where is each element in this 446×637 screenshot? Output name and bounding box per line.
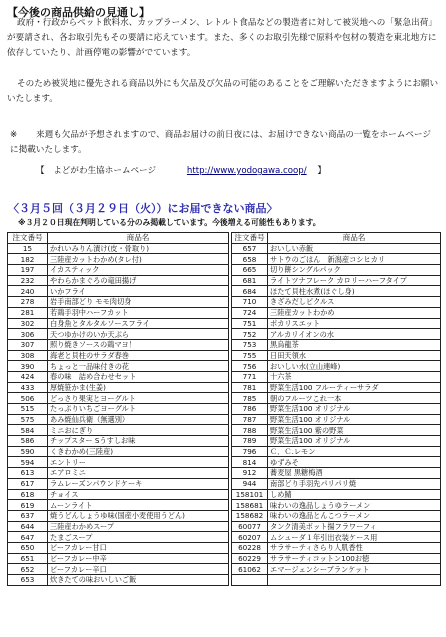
product-name-cell: 日田天領水	[268, 350, 441, 361]
right-product-table	[231, 232, 441, 586]
order-number-cell: 665	[232, 265, 268, 276]
order-number-cell: 60077	[232, 521, 268, 532]
left-product-table	[7, 232, 229, 586]
product-name-cell: 野菜生活100 紫の野菜	[268, 425, 441, 436]
order-number-cell: 158101	[232, 489, 268, 500]
product-name-cell: おいしい赤飯	[268, 243, 441, 254]
order-number-cell: 307	[8, 339, 48, 350]
product-name-cell: やわらかまぐろの竜田揚げ	[48, 275, 229, 286]
order-number-cell: 60207	[232, 532, 268, 543]
table-row	[8, 265, 229, 276]
table-row	[232, 446, 441, 457]
notice-mark: ※	[10, 130, 18, 140]
order-number-cell: 302	[8, 318, 48, 329]
table-row	[8, 254, 229, 265]
table-row	[232, 318, 441, 329]
order-number-cell: 158682	[232, 510, 268, 521]
order-number-cell: 637	[8, 510, 48, 521]
order-number-cell: 753	[232, 339, 268, 350]
table-row	[8, 382, 229, 393]
order-number-cell: 575	[8, 414, 48, 425]
table-row	[232, 414, 441, 425]
table-row	[8, 393, 229, 404]
product-name-cell: ライトツナフレーク カロリーハーフタイプ	[268, 275, 441, 286]
product-name-cell: どっさり果実とヨーグルト	[48, 393, 229, 404]
name-header: 商品名	[268, 233, 441, 244]
table-row	[232, 532, 441, 543]
product-name-cell: くきわかめ(三陸産)	[48, 446, 229, 457]
order-number-cell: 787	[232, 414, 268, 425]
product-name-cell: しめ鯖	[268, 489, 441, 500]
table-row	[8, 436, 229, 447]
order-number-cell: 619	[8, 500, 48, 511]
product-name-cell: ムーンライト	[48, 500, 229, 511]
table-row	[8, 414, 229, 425]
product-name-cell: 三陸産カットわかめ	[268, 307, 441, 318]
order-number-cell: 650	[8, 542, 48, 553]
table-row	[232, 457, 441, 468]
table-row	[8, 361, 229, 372]
product-name-cell: 白身魚とタルタルソースフライ	[48, 318, 229, 329]
order-number-cell: 651	[8, 553, 48, 564]
notice-block	[10, 128, 436, 158]
order-number-cell: 506	[8, 393, 48, 404]
order-number-cell: 613	[8, 468, 48, 479]
product-name-cell: エアロミニ	[48, 468, 229, 479]
table-row	[232, 489, 441, 500]
order-number-cell: 306	[8, 329, 48, 340]
product-name-cell: アルカリイオンの水	[268, 329, 441, 340]
product-name-cell: 焼うどんしょうゆ味(国産小麦使用うどん)	[48, 510, 229, 521]
order-number-cell: 755	[232, 350, 268, 361]
product-name-cell: かれいみりん漬け(皮・骨取り)	[48, 243, 229, 254]
order-number-cell: 240	[8, 286, 48, 297]
product-name-cell: チップスター Sうすしお味	[48, 436, 229, 447]
product-name-cell: 南部どり手羽先パリパリ焼	[268, 478, 441, 489]
table-row	[8, 404, 229, 415]
table-row	[8, 339, 229, 350]
order-number-cell: 60228	[232, 542, 268, 553]
order-number-cell: 710	[232, 297, 268, 308]
product-name-cell: 岩手南部どり モモ肉切身	[48, 297, 229, 308]
table-row	[8, 542, 229, 553]
order-number-cell: 912	[232, 468, 268, 479]
product-name-cell: 三陸産カットわかめ(タレ付)	[48, 254, 229, 265]
product-name-cell: ビーフカレー辛口	[48, 564, 229, 575]
table-row	[8, 425, 229, 436]
product-name-cell: 天つゆかけのいか天ぷら	[48, 329, 229, 340]
table-row	[232, 436, 441, 447]
table-row	[232, 265, 441, 276]
order-number-cell: 756	[232, 361, 268, 372]
product-name-cell: ほたて貝柱水煮(ほぐし身)	[268, 286, 441, 297]
product-name-cell: サラサーティコットン100お徳	[268, 553, 441, 564]
table-row	[8, 243, 229, 254]
name-header: 商品名	[48, 233, 229, 244]
order-number-cell: 789	[232, 436, 268, 447]
order-number-cell: 182	[8, 254, 48, 265]
product-name-cell: 春の味 詰め合わせセット	[48, 371, 229, 382]
product-name-cell: 野菜生活100 オリジナル	[268, 404, 441, 415]
table-row	[8, 307, 229, 318]
table-row	[8, 532, 229, 543]
order-number-cell: 60229	[232, 553, 268, 564]
order-number-cell: 647	[8, 532, 48, 543]
order-number-cell: 308	[8, 350, 48, 361]
table-row	[232, 521, 441, 532]
table-row	[232, 500, 441, 511]
product-name-cell: エマージェンシーブランケット	[268, 564, 441, 575]
order-number-cell	[232, 575, 268, 586]
product-name-cell: エントリー	[48, 457, 229, 468]
link-prefix: 【 よどがわ生協ホームページ	[36, 166, 157, 176]
table-row	[232, 382, 441, 393]
product-name-cell: 野菜生活100 オリジナル	[268, 414, 441, 425]
order-number-cell: 433	[8, 382, 48, 393]
table-row	[232, 404, 441, 415]
product-name-cell: 野菜生活100 フルーティーサラダ	[268, 382, 441, 393]
order-number-cell: 771	[232, 371, 268, 382]
product-name-cell: 野菜生活100 オリジナル	[268, 436, 441, 447]
order-number-cell: 278	[8, 297, 48, 308]
order-number-cell: 15	[8, 243, 48, 254]
table-row	[232, 564, 441, 575]
table-row	[8, 350, 229, 361]
table-row	[232, 254, 441, 265]
table-row	[8, 564, 229, 575]
order-number-cell: 796	[232, 446, 268, 457]
table-header-row	[232, 233, 441, 244]
product-name-cell: ラムレーズンパウンドケーキ	[48, 478, 229, 489]
sub-note: ※３月２０日現在判明している分のみ掲載しています。今後増える可能性もあります。	[18, 218, 321, 227]
product-name-cell: タンク清美ボット揚フラワーフィ	[268, 521, 441, 532]
order-number-cell: 590	[8, 446, 48, 457]
order-number-cell: 424	[8, 371, 48, 382]
table-row	[8, 318, 229, 329]
homepage-link[interactable]: http://www.yodogawa.coop/	[186, 166, 307, 176]
section-title: 〈３月５回（３月２９日（火））にお届できない商品〉	[8, 202, 278, 215]
order-number-cell: 752	[232, 329, 268, 340]
product-name-cell: 若鶏手羽中ハーフカット	[48, 307, 229, 318]
product-name-cell: 三陸産わかめスープ	[48, 521, 229, 532]
order-number-cell: 594	[8, 457, 48, 468]
product-name-cell: ちょっと一品味付きの花	[48, 361, 229, 372]
table-row	[8, 510, 229, 521]
product-name-cell: 照り焼きソースの鶏マヨ！	[48, 339, 229, 350]
product-name-cell: ゆずみそ	[268, 457, 441, 468]
table-row	[8, 468, 229, 479]
table-row	[232, 339, 441, 350]
order-number-cell: 618	[8, 489, 48, 500]
order-number-cell: 584	[8, 425, 48, 436]
order-number-cell: 724	[232, 307, 268, 318]
table-row	[232, 297, 441, 308]
product-name-cell: あみ焼仙兵衛（無選別）	[48, 414, 229, 425]
order-number-cell: 944	[232, 478, 268, 489]
product-name-cell: ビーフカレー甘口	[48, 542, 229, 553]
order-number-cell: 586	[8, 436, 48, 447]
table-row	[232, 468, 441, 479]
link-suffix: 】	[317, 166, 326, 176]
order-number-cell: 281	[8, 307, 48, 318]
table-row	[8, 521, 229, 532]
order-number-cell: 617	[8, 478, 48, 489]
table-row	[8, 500, 229, 511]
order-number-cell: 681	[232, 275, 268, 286]
order-number-cell: 814	[232, 457, 268, 468]
product-name-cell: いかフライ	[48, 286, 229, 297]
order-number-cell: 652	[8, 564, 48, 575]
order-number-cell: 197	[8, 265, 48, 276]
order-number-cell: 653	[8, 575, 48, 586]
code-header: 注文番号	[8, 233, 48, 244]
table-row	[232, 243, 441, 254]
table-row	[232, 329, 441, 340]
notice-text: 来週も欠品が予想されますので、商品お届けの前日夜には、お届けできない商品の一覧をホームページに掲載いたします。	[10, 130, 431, 155]
table-row	[232, 307, 441, 318]
order-number-cell: 788	[232, 425, 268, 436]
table-row	[232, 425, 441, 436]
product-name-cell: 切り餅シングルパック	[268, 265, 441, 276]
product-name-cell: ミニおにぎり	[48, 425, 229, 436]
table-row	[8, 575, 229, 586]
order-number-cell: 751	[232, 318, 268, 329]
table-row	[232, 350, 441, 361]
product-name-cell: サラサーティさらり人肌香性	[268, 542, 441, 553]
product-name-cell: たまごスープ	[48, 532, 229, 543]
product-name-cell: 海老と貝柱のサラダ春巻	[48, 350, 229, 361]
order-number-cell: 390	[8, 361, 48, 372]
order-number-cell: 658	[232, 254, 268, 265]
table-row	[8, 457, 229, 468]
order-number-cell: 684	[232, 286, 268, 297]
table-row	[8, 478, 229, 489]
table-row	[8, 275, 229, 286]
page-heading: 【今後の商品供給の見通し】	[7, 6, 150, 19]
table-row	[8, 297, 229, 308]
order-number-cell: 786	[232, 404, 268, 415]
table-header-row	[8, 233, 229, 244]
product-name-cell: ビーフカレー中辛	[48, 553, 229, 564]
product-name-cell	[268, 575, 441, 586]
table-row	[232, 575, 441, 586]
product-name-cell: 厚焼笹かま(生姜)	[48, 382, 229, 393]
product-name-cell: 炊きたての味おいしいご飯	[48, 575, 229, 586]
order-number-cell: 657	[232, 243, 268, 254]
table-row	[8, 371, 229, 382]
order-number-cell: 61062	[232, 564, 268, 575]
product-name-cell: サトウのごはん 新潟産コシヒカリ	[268, 254, 441, 265]
product-name-cell: きざみだしピクルス	[268, 297, 441, 308]
table-row	[232, 371, 441, 382]
apology-paragraph: そのため被災地に優先される商品以外にも欠品及び欠品の可能のあることをご理解いただきますようにお願いいたします。	[7, 79, 439, 104]
product-name-cell: Ｃ．Ｃ.レモン	[268, 446, 441, 457]
order-number-cell: 781	[232, 382, 268, 393]
table-row	[232, 478, 441, 489]
product-name-cell: 味わいの逸品しょうゆラーメン	[268, 500, 441, 511]
order-number-cell: 515	[8, 404, 48, 415]
table-row	[232, 542, 441, 553]
product-name-cell: チョイス	[48, 489, 229, 500]
product-name-cell: ムシューダ１年引出衣装ケース用	[268, 532, 441, 543]
table-row	[232, 393, 441, 404]
table-row	[232, 510, 441, 521]
product-name-cell: 十六茶	[268, 371, 441, 382]
intro-paragraph: 政府・行政からペット飲料水、カップラーメン、レトルト食品などの製造者に対して被災地への「緊急出荷」が要請され、各お取引先もその要請に応えています。また、多くのお取引先様で原料や包材の製造を東北地方に依存していたり、計画停電の影響がでています。	[7, 18, 437, 58]
table-row	[8, 489, 229, 500]
table-row	[232, 275, 441, 286]
product-name-cell: ポカリスエット	[268, 318, 441, 329]
code-header: 注文番号	[232, 233, 268, 244]
table-row	[8, 286, 229, 297]
table-row	[8, 553, 229, 564]
table-row	[8, 329, 229, 340]
product-name-cell: たっぷりいちごヨーグルト	[48, 404, 229, 415]
order-number-cell: 232	[8, 275, 48, 286]
table-row	[232, 553, 441, 564]
product-name-cell: 黒烏龍茶	[268, 339, 441, 350]
order-number-cell: 644	[8, 521, 48, 532]
table-row	[8, 446, 229, 457]
product-name-cell: 蕎麦屋 黒糖梅酒	[268, 468, 441, 479]
product-name-cell: 味わいの逸品とんこつラーメン	[268, 510, 441, 521]
product-name-cell: おいしい水(立山連峰)	[268, 361, 441, 372]
order-number-cell: 785	[232, 393, 268, 404]
order-number-cell: 158681	[232, 500, 268, 511]
product-name-cell: イカスティック	[48, 265, 229, 276]
table-row	[232, 361, 441, 372]
homepage-link-line	[36, 164, 326, 176]
product-name-cell: 朝のフルーツこれ一本	[268, 393, 441, 404]
table-row	[232, 286, 441, 297]
